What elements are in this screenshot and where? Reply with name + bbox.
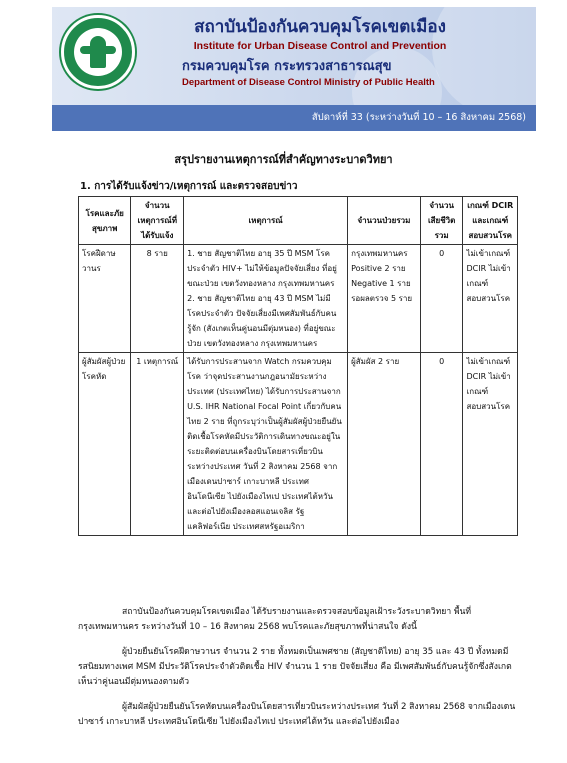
cell-count: 1 เหตุการณ์ bbox=[131, 353, 184, 536]
department-english: Department of Disease Control Ministry of Public Health bbox=[182, 77, 435, 88]
cell-disease: โรคฝีดาษวานร bbox=[79, 245, 131, 353]
org-name-english: Institute for Urban Disease Control and Prevention bbox=[193, 40, 447, 52]
summary-paragraph: สถาบันป้องกันควบคุมโรคเขตเมือง ได้รับรายงานและตรวจสอบข้อมูลเฝ้าระวังระบาดวิทยา พื้นที่กรุงเทพมหานคร ระหว่างวันที่ 10 – 16 สิงหาคม 2568 พบโรคและภัยสุขภาพที่น่าสนใจ ดังนี้ bbox=[78, 607, 472, 632]
cell-deaths: 0 bbox=[420, 245, 463, 353]
mpox-paragraph: ผู้ป่วยยืนยันโรคฝีดาษวานร จำนวน 2 ราย ทั้งหมดเป็นเพศชาย (สัญชาติไทย) อายุ 35 และ 43 ปี ทั้งหมดมีรสนิยมทางเพศ MSM มีประวัติโรคประจำตัวติดเชื้อ HIV จำนวน 1 ราย ปัจจัยเสี่ยง คือ มีเพศสัมพันธ์กับคนรู้จักซึ่งสังเกตเห็นว่าคู่นอนมีตุ่มหนองตามตัว bbox=[78, 647, 512, 687]
header-cases: จำนวนป่วยรวม bbox=[348, 197, 421, 245]
header-count: จำนวนเหตุการณ์ที่ได้รับแจ้ง bbox=[131, 197, 184, 245]
cell-event: 1. ชาย สัญชาติไทย อายุ 35 ปี MSM โรคประจำตัว HIV+ ไม่ให้ข้อมูลปัจจัยเสี่ยง ที่อยู่ขณะป่วย เขตวังทองหลาง กรุงเทพมหานคร 2. ชาย สัญชาติไทย อายุ 43 ปี MSM ไม่มีโรคประจำตัว ปัจจัยเสี่ยงมีเพศสัมพันธ์กับคนรู้จัก (สังเกตเห็นคู่นอนมีตุ่มหนอง) ที่อยู่ขณะป่วย เขตวังทองหลาง กรุงเทพมหานคร bbox=[184, 245, 348, 353]
header-banner bbox=[52, 7, 536, 131]
document-title: สรุปรายงานเหตุการณ์ที่สำคัญทางระบาดวิทยา bbox=[174, 153, 393, 166]
cell-deaths: 0 bbox=[420, 353, 463, 536]
header-criteria: เกณฑ์ DCIR และเกณฑ์สอบสวนโรค bbox=[463, 197, 518, 245]
table-row bbox=[79, 245, 518, 353]
cell-cases: กรุงเทพมหานคร Positive 2 ราย Negative 1 ราย รอผลตรวจ 5 ราย bbox=[348, 245, 421, 353]
header-deaths: จำนวนเสียชีวิตรวม bbox=[420, 197, 463, 245]
cell-cases: ผู้สัมผัส 2 ราย bbox=[348, 353, 421, 536]
ministry-logo bbox=[61, 15, 135, 89]
cell-criteria: ไม่เข้าเกณฑ์ DCIR ไม่เข้าเกณฑ์สอบสวนโรค bbox=[463, 245, 518, 353]
week-label: สัปดาห์ที่ 33 (ระหว่างวันที่ 10 – 16 สิงหาคม 2568) bbox=[311, 112, 526, 123]
header-event: เหตุการณ์ bbox=[184, 197, 348, 245]
table-row bbox=[79, 353, 518, 536]
table-header-row bbox=[79, 197, 518, 245]
measles-paragraph: ผู้สัมผัสผู้ป่วยยืนยันโรคหัดบนเครื่องบินโดยสารเที่ยวบินระหว่างประเทศ วันที่ 2 สิงหาคม 2568 จากเมืองเดนปาซาร์ เกาะบาหลี ประเทศอินโดนีเซีย ไปยังเมืองไทเป ประเทศไต้หวัน และต่อไปยังเมือง bbox=[78, 702, 516, 727]
department-thai: กรมควบคุมโรค กระทรวงสาธารณสุข bbox=[182, 59, 392, 74]
header-disease: โรคและภัยสุขภาพ bbox=[79, 197, 131, 245]
cell-count: 8 ราย bbox=[131, 245, 184, 353]
events-table bbox=[78, 196, 518, 536]
cell-criteria: ไม่เข้าเกณฑ์ DCIR ไม่เข้าเกณฑ์สอบสวนโรค bbox=[463, 353, 518, 536]
cell-disease: ผู้สัมผัสผู้ป่วยโรคหัด bbox=[79, 353, 131, 536]
org-name-thai: สถาบันป้องกันควบคุมโรคเขตเมือง bbox=[194, 17, 446, 37]
section-heading: 1. การได้รับแจ้งข่าว/เหตุการณ์ และตรวจสอบข่าว bbox=[80, 181, 298, 192]
cell-event: ได้รับการประสานจาก Watch กรมควบคุมโรค ว่าจุดประสานงานกฎอนามัยระหว่างประเทศ (ประเทศไทย) ได้รับการประสานจาก U.S. IHR National Focal Point เกี่ยวกับคนไทย 2 ราย ที่ถูกระบุว่าเป็นผู้สัมผัสผู้ป่วยยืนยันติดเชื้อโรคหัดมีประวัติการเดินทางขณะอยู่ในระยะติดต่อบนเครื่องบินโดยสารเที่ยวบินระหว่างประเทศ วันที่ 2 สิงหาคม 2568 จากเมืองเดนปาซาร์ เกาะบาหลี ประเทศอินโดนีเซีย ไปยังเมืองไทเป ประเทศไต้หวัน และต่อไปยังเมืองลอสแอนเจลิส รัฐแคลิฟอร์เนีย ประเทศสหรัฐอเมริกา bbox=[184, 353, 348, 536]
